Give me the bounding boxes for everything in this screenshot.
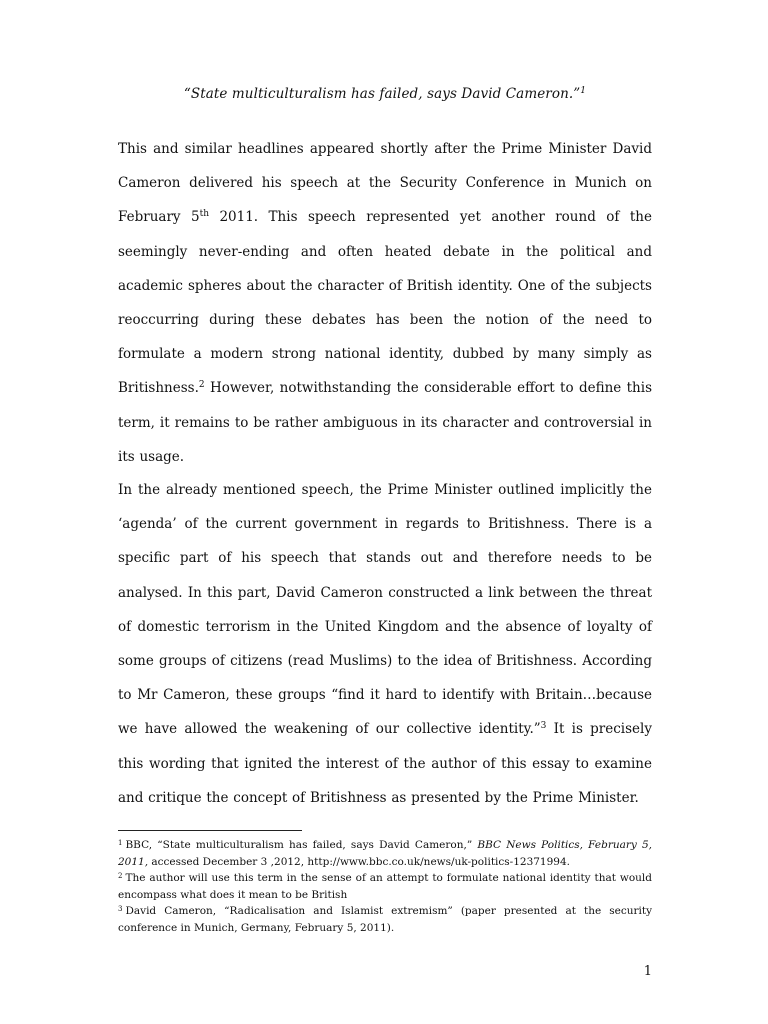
footnote-ref-1: 1 bbox=[580, 86, 587, 96]
footnote-3 bbox=[118, 903, 652, 936]
footnote-source-title: BBC News Politics, February 5, 2011, bbox=[118, 839, 653, 868]
footnote-separator bbox=[118, 830, 302, 831]
footnotes bbox=[118, 837, 652, 936]
paragraph-2-text-b: It is precisely this wording that ignited the interest of the author of this essay to examine and critique the concept of Britishness as presented by the Prime Minister. bbox=[118, 721, 652, 806]
paragraph-1 bbox=[118, 132, 652, 474]
footnote-number: 3 bbox=[118, 905, 123, 913]
headline-text: “State multiculturalism has failed, says David Cameron.” bbox=[183, 86, 581, 102]
paragraph-1-text-a: This and similar headlines appeared shortly after the Prime Minister David Cameron delivered his speech at the Security Conference in Munich on February 5 bbox=[118, 141, 652, 226]
footnote-number: 2 bbox=[118, 872, 123, 880]
paragraph-2 bbox=[118, 473, 652, 815]
ordinal-suffix: th bbox=[199, 209, 209, 220]
footnote-text: David Cameron, “Radicalisation and Islamist extremism” (paper presented at the security conference in Munich, Germany, February 5, 2011). bbox=[118, 905, 652, 934]
paragraph-2-text-a: In the already mentioned speech, the Prime Minister outlined implicitly the ‘agenda’ of the current government in regards to Britishness. There is a specific part of his speech that stands out and therefore needs to be analysed. In this part, David Cameron constructed a link between the threat of domestic terrorism in the United Kingdom and the absence of loyalty of some groups of citizens (read Muslims) to the idea of Britishness. According to Mr Cameron, these groups “find it hard to identify with Britain…because we have allowed the weakening of our collective identity.” bbox=[118, 482, 652, 738]
footnote-url-text: accessed December 3 ,2012, http://www.bbc.co.uk/news/uk-politics-12371994. bbox=[148, 855, 570, 868]
footnote-ref-3: 3 bbox=[540, 721, 547, 732]
footnote-text: BBC, “State multiculturalism has failed, says David Cameron,” bbox=[125, 839, 478, 851]
footnote-2 bbox=[118, 870, 652, 903]
footnote-number: 1 bbox=[118, 839, 123, 847]
footnote-text: The author will use this term in the sense of an attempt to formulate national identity that would encompass what does it mean to be British bbox=[118, 872, 652, 901]
footnote-ref-2: 2 bbox=[198, 380, 205, 391]
page-number: 1 bbox=[643, 964, 652, 979]
footnote-1 bbox=[118, 837, 652, 870]
paragraph-1-text-b: 2011. This speech represented yet another round of the seemingly never-ending and often heated debate in the political and academic spheres about the character of British identity. One of the subjects reoccurring during these debates has been the notion of the need to formulate a modern strong national identity, dubbed by many simply as Britishness. bbox=[118, 209, 652, 397]
paragraph-1-text-c: However, notwithstanding the considerable effort to define this term, it remains to be rather ambiguous in its character and controversial in its usage. bbox=[118, 380, 652, 465]
quoted-headline bbox=[118, 86, 652, 102]
